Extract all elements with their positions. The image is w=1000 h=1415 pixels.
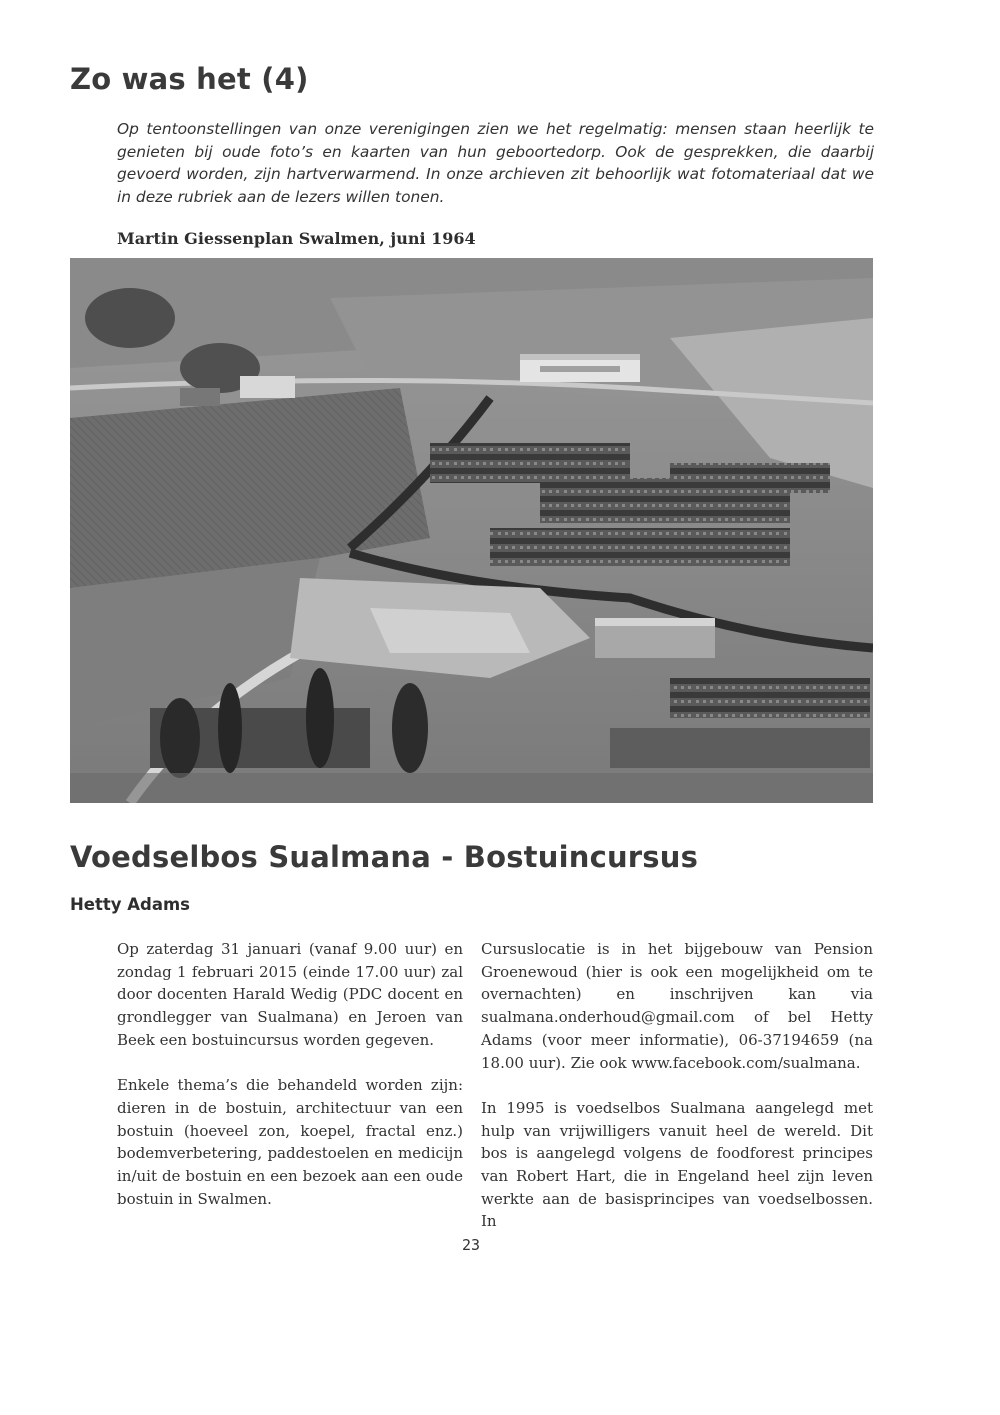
paragraph: In 1995 is voedselbos Sualmana aangelegd met hulp van vrijwilligers vanuit heel de wereld. Dit bos is aangelegd volgens de foodforest principes van Robert Hart, die in Engeland heel zijn leven werkte aan de basisprincipes van voedselbossen. In	[481, 1098, 873, 1231]
paragraph: Enkele thema’s die behandeld worden zijn: dieren in de bostuin, architectuur van een bostuin (hoeveel zon, koepel, fractal enz.) bodemverbetering, paddestoelen en medicijn in/uit de bostuin en een bezoek aan een oude bostuin in Swalmen.	[117, 1076, 463, 1208]
article-author: Hetty Adams	[70, 895, 191, 914]
text-column-left	[117, 938, 463, 1233]
photo-caption: Martin Giessenplan Swalmen, juni 1964	[117, 229, 476, 248]
aerial-photo	[70, 258, 873, 803]
article-title: Voedselbos Sualmana - Bostuincursus	[70, 840, 699, 874]
text-column-right	[481, 938, 873, 1256]
paragraph: Cursuslocatie is in het bijgebouw van Pension Groenewoud (hier is ook een mogelijkheid om te overnachten) en inschrijven kan via sualmana.onderhoud@gmail.com of bel Hetty Adams (voor meer informatie), 06-37194659 (na 18.00 uur). Zie ook www.facebook.com/sualmana.	[481, 940, 873, 1072]
article-intro: Op tentoonstellingen van onze verenigingen zien we het regelmatig: mensen staan heerlijk te genieten bij oude foto’s en kaarten van hun geboortedorp. Ook de gesprekken, die daarbij gevoerd worden, zijn hartverwarmend. In onze archieven zit behoorlijk wat fotomateriaal dat we in deze rubriek aan de lezers willen tonen.	[117, 120, 874, 206]
article-title: Zo was het (4)	[70, 62, 309, 96]
page-number: 23	[461, 1236, 481, 1254]
paragraph: Op zaterdag 31 januari (vanaf 9.00 uur) en zondag 1 februari 2015 (einde 17.00 uur) zal door docenten Harald Wedig (PDC docent en grondlegger van Sualmana) en Jeroen van Beek een bostuincursus worden gegeven.	[117, 940, 463, 1049]
